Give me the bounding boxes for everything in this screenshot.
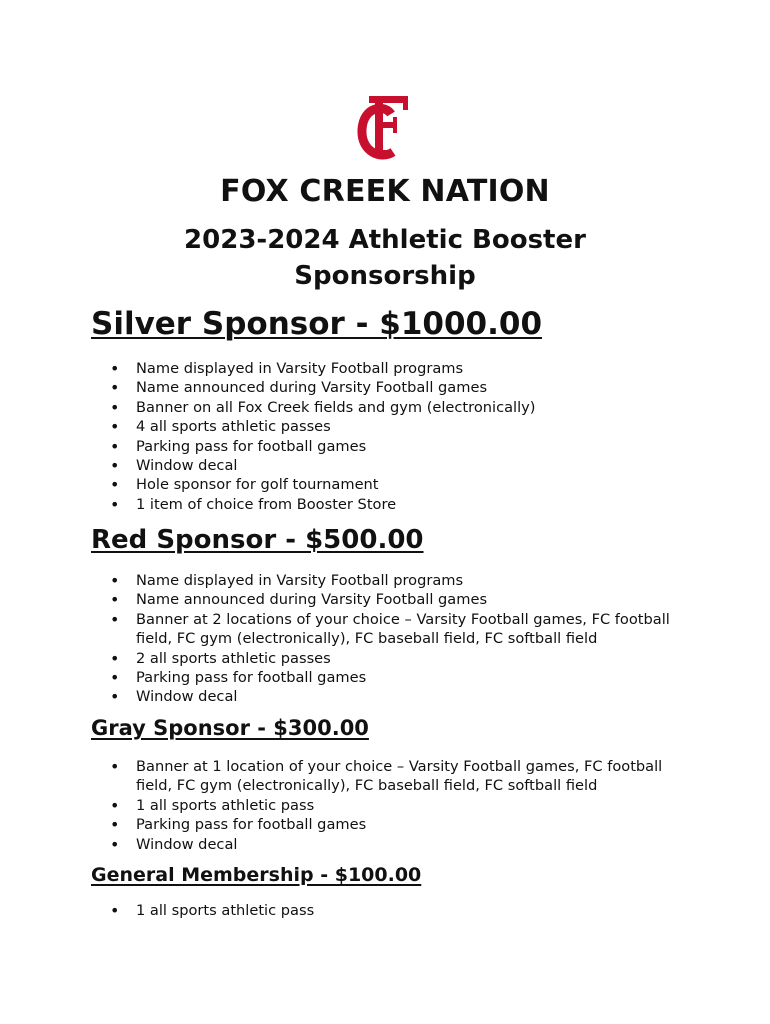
list-item: • Banner on all Fox Creek fields and gym (electronically) — [136, 398, 696, 417]
silver-sponsor-heading: Silver Sponsor - $1000.00 — [91, 306, 543, 342]
list-item: • Hole sponsor for golf tournament — [136, 475, 696, 494]
gray-sponsor-heading: Gray Sponsor - $300.00 — [91, 716, 369, 740]
list-item: • 1 all sports athletic pass — [136, 796, 696, 815]
list-item: • Parking pass for football games — [136, 437, 696, 456]
list-item: • Name announced during Varsity Football games — [136, 590, 696, 609]
subtitle-line-2: Sponsorship — [294, 261, 476, 291]
list-item: • 1 all sports athletic pass — [136, 901, 696, 920]
list-item: • Parking pass for football games — [136, 815, 696, 834]
page-subtitle — [0, 222, 770, 294]
list-item: • 4 all sports athletic passes — [136, 417, 696, 436]
fc-logo-icon — [355, 92, 415, 162]
general-membership-benefits — [136, 901, 696, 920]
list-item: • 2 all sports athletic passes — [136, 649, 696, 668]
list-item: • Name displayed in Varsity Football programs — [136, 359, 696, 378]
silver-sponsor-benefits — [136, 359, 696, 514]
list-item: • Name announced during Varsity Football games — [136, 378, 696, 397]
subtitle-line-1: 2023-2024 Athletic Booster — [184, 225, 586, 255]
list-item: • Window decal — [136, 456, 696, 475]
red-sponsor-heading: Red Sponsor - $500.00 — [91, 525, 424, 555]
list-item: • Parking pass for football games — [136, 668, 696, 687]
list-item: • Window decal — [136, 835, 696, 854]
general-membership-heading: General Membership - $100.00 — [91, 864, 422, 886]
list-item: • 1 item of choice from Booster Store — [136, 495, 696, 514]
gray-sponsor-benefits — [136, 757, 696, 854]
list-item: • Banner at 2 locations of your choice – Varsity Football games, FC football field, FC gym (electronically), FC baseball field, FC softball field — [136, 610, 696, 649]
fox-creek-logo — [355, 92, 415, 162]
list-item: • Banner at 1 location of your choice – Varsity Football games, FC football field, FC gym (electronically), FC baseball field, FC softball field — [136, 757, 696, 796]
red-sponsor-benefits — [136, 571, 696, 707]
page-title: FOX CREEK NATION — [220, 174, 550, 209]
list-item: • Window decal — [136, 687, 696, 706]
list-item: • Name displayed in Varsity Football programs — [136, 571, 696, 590]
